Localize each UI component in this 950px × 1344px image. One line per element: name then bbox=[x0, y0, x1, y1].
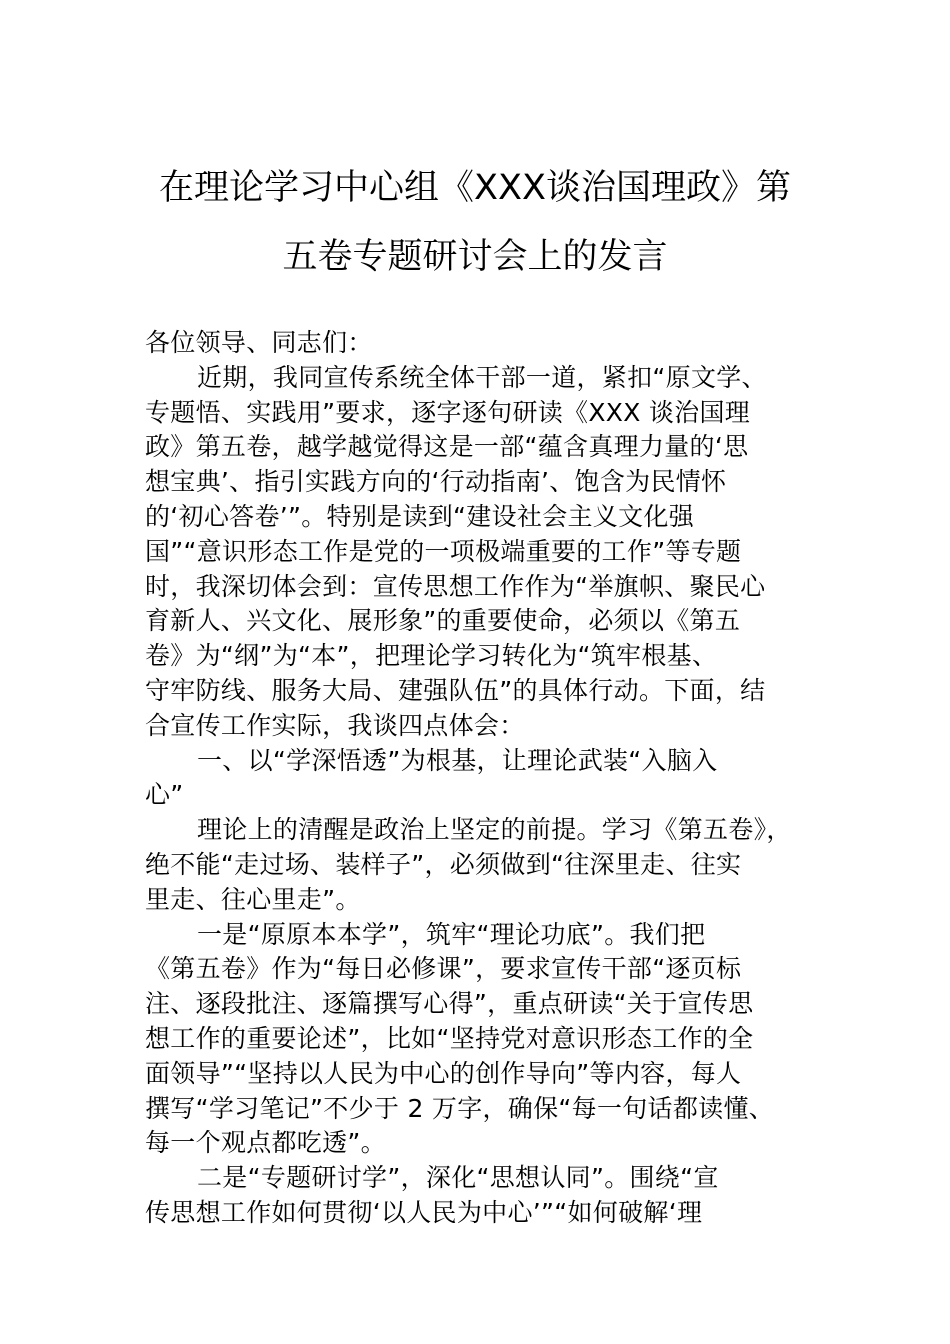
document-body bbox=[145, 326, 825, 1231]
paragraph-line: 合宣传工作实际，我谈四点体会： bbox=[145, 710, 525, 740]
document-title-line-2: 五卷专题研讨会上的发言 bbox=[282, 237, 668, 277]
paragraph-line: 的‘初心答卷’”。特别是读到“建设社会主义文化强 bbox=[145, 501, 694, 531]
paragraph-line: 绝不能“走过场、装样子”，必须做到“往深里走、往实 bbox=[145, 849, 742, 879]
paragraph-line: 里走、往心里走”。 bbox=[145, 884, 361, 914]
paragraph-line: 一是“原原本本学”，筑牢“理论功底”。我们把 bbox=[197, 919, 706, 949]
paragraph-line: 面领导”“坚持以人民为中心的创作导向”等内容，每人 bbox=[145, 1058, 742, 1088]
paragraph-line: 想宝典’、指引实践方向的‘行动指南’、饱含为民情怀 bbox=[145, 467, 727, 497]
paragraph-line: 各位领导、同志们： bbox=[145, 328, 373, 357]
paragraph-line: 专题悟、实践用”要求，逐字逐句研读《XXX 谈治国理 bbox=[145, 397, 751, 427]
paragraph-line: 政》第五卷，越学越觉得这是一部“蕴含真理力量的‘思 bbox=[145, 432, 749, 462]
paragraph-line: 理论上的清醒是政治上坚定的前提。学习《第五卷》， bbox=[197, 815, 792, 845]
paragraph-line: 育新人、兴文化、展形象”的重要使命，必须以《第五 bbox=[145, 606, 741, 636]
paragraph-line: 每一个观点都吃透”。 bbox=[145, 1128, 386, 1158]
paragraph-line: 守牢防线、服务大局、建强队伍”的具体行动。下面，结 bbox=[145, 675, 766, 705]
paragraph-line: 想工作的重要论述”，比如“坚持党对意识形态工作的全 bbox=[145, 1023, 754, 1053]
section-heading-line: 一、以“学深悟透”为根基，让理论武装“入脑入 bbox=[197, 745, 718, 775]
section-heading-line: 心” bbox=[145, 780, 184, 810]
paragraph-line: 撰写“学习笔记”不少于 2 万字，确保“每一句话都读懂、 bbox=[145, 1093, 775, 1123]
paragraph-line: 二是“专题研讨学”，深化“思想认同”。围绕“宣 bbox=[197, 1163, 719, 1193]
paragraph-line: 时，我深切体会到：宣传思想工作作为“举旗帜、聚民心 bbox=[145, 571, 766, 601]
paragraph-line: 注、逐段批注、逐篇撰写心得”，重点研读“关于宣传思 bbox=[145, 989, 754, 1019]
paragraph-line: 国”“意识形态工作是党的一项极端重要的工作”等专题 bbox=[145, 536, 742, 566]
paragraph-line: 传思想工作如何贯彻‘以人民为中心’”“如何破解‘理 bbox=[145, 1197, 703, 1227]
document-title-line-1: 在理论学习中心组《XXX谈治国理政》第 bbox=[159, 168, 791, 208]
paragraph-line: 卷》为“纲”为“本”，把理论学习转化为“筑牢根基、 bbox=[145, 641, 718, 671]
paragraph-line: 近期，我同宣传系统全体干部一道，紧扣“原文学、 bbox=[197, 362, 767, 392]
paragraph-line: 《第五卷》作为“每日必修课”，要求宣传干部“逐页标 bbox=[145, 954, 742, 984]
